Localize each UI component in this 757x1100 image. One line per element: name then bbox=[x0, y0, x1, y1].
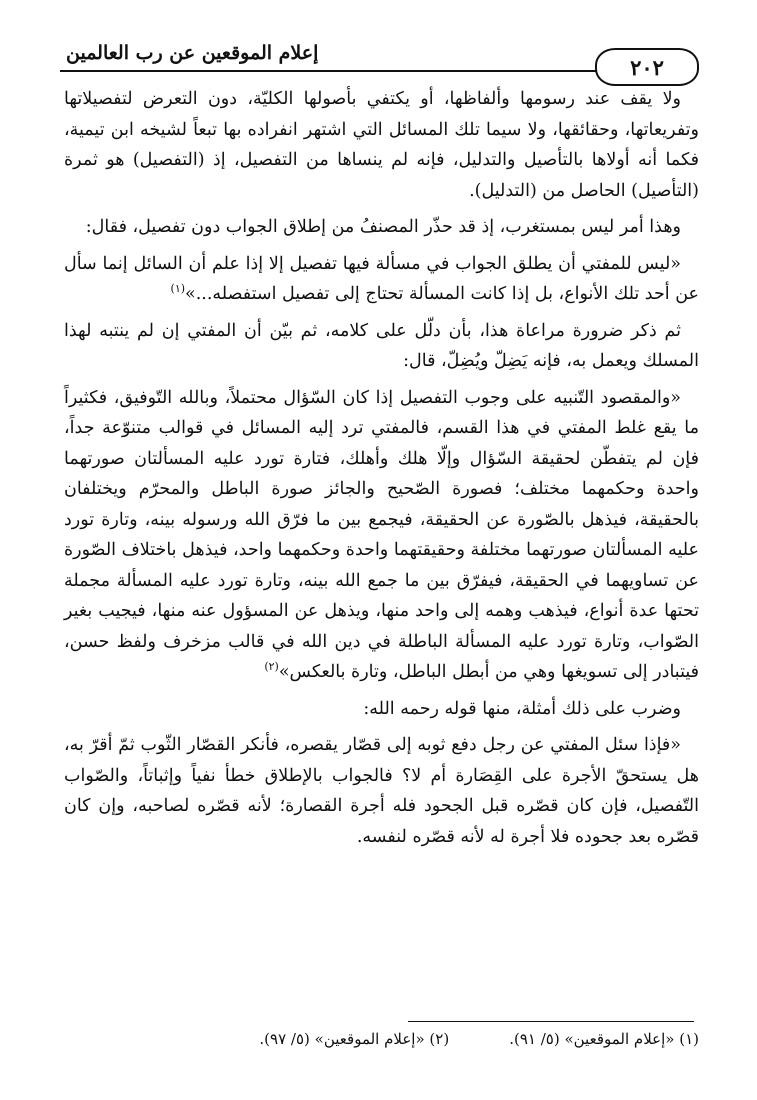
quote-text: «ليس للمفتي أن يطلق الجواب في مسألة فيها تفصيل إلا إذا علم أن السائل إنما سأل عن أحد تلك الأنواع، بل إذا كانت المسألة تحتاج إلى تفصيل استفصله...» bbox=[64, 253, 699, 304]
footnote-divider bbox=[408, 1021, 694, 1022]
header-rule bbox=[60, 70, 603, 72]
footnote-1: (١) «إعلام الموقعين» (٥/ ٩١). bbox=[509, 1030, 699, 1048]
quote-paragraph bbox=[64, 249, 699, 310]
paragraph: ولا يقف عند رسومها وألفاظها، أو يكتفي بأصولها الكليّة، دون التعرض لتفصيلاتها وتفريعاتها، وحقائقها، ولا سيما تلك المسائل التي اشتهر انفراده بها تبعاً لشيخه ابن تيمية، فكما أنه أولاها بالتأصيل والتدليل، فإنه لم ينساها من التفصيل، إذ (التفصيل) هو ثمرة (التأصيل) الحاصل من (التدليل). bbox=[64, 89, 699, 201]
quote-text: «والمقصود التّنبيه على وجوب التفصيل إذا كان السّؤال محتملاً، وبالله التّوفيق، فكثيراً ما يقع غلط المفتي في هذا القسم، فالمفتي ترد إليه المسائل في قوالب متنوّعة جداً، فإن لم يتفطّن لحقيقة السّؤال وإلّا هلك وأهلك، فتارة تورد عليه المسألتان صورتهما واحدة وحكمهما مختلف؛ فصورة الصّحيح والجائز صورة الباطل والمحرّم ويختلفان بالحقيقة، فيذهل بالصّورة عن الحقيقة، فيجمع بين ما فرّق الله ورسوله بينه، وتارة تورد عليه المسألتان صورتهما مختلفة وحقيقتهما واحدة وحكمهما واحد، فيذهل باختلاف الصّورة عن تساويهما في الحقيقة، فيفرّق بين ما جمع الله بينه، وتارة تورد عليه المسألة مجملة تحتها عدة أنواع، فيذهب وهمه إلى واحد منها، ويذهل عن المسؤول عنه منها، فيجيب بغير الصّواب، وتارة تورد عليه المسألة الباطلة في دين الله في قالب مزخرف ولفظ حسن، فيتبادر إلى تسويغها وهي من أبطل الباطل، وتارة بالعكس» bbox=[64, 387, 699, 682]
paragraph: وضرب على ذلك أمثلة، منها قوله رحمه الله: bbox=[363, 698, 681, 719]
paragraph: ثم ذكر ضرورة مراعاة هذا، بأن دلّل على كلامه، ثم بيّن أن المفتي إن لم ينتبه لهذا المسلك ويعمل به، فإنه يَضِلّ ويُضِلّ، قال: bbox=[64, 320, 699, 371]
page-number: ٢٠٢ bbox=[595, 48, 699, 86]
footnote-2: (٢) «إعلام الموقعين» (٥/ ٩٧). bbox=[259, 1030, 450, 1048]
main-text bbox=[64, 84, 699, 858]
running-title: إعلام الموقعين عن رب العالمين bbox=[66, 42, 319, 64]
paragraph: وهذا أمر ليس بمستغرب، إذ قد حذّر المصنفُ من إطلاق الجواب دون تفصيل، فقال: bbox=[85, 217, 681, 237]
page-header bbox=[60, 40, 699, 84]
footnote-ref: (١) bbox=[170, 282, 186, 296]
quote-paragraph bbox=[64, 383, 699, 688]
quote-paragraph: «فإذا سئل المفتي عن رجل دفع ثوبه إلى قصّار يقصره، فأنكر القصّار الثّوب ثمّ أقرّ به، هل يستحقّ الأجرة على القِصَارة أم لا؟ فالجواب بالإطلاق خطأ نفياً وإثباتاً، والصّواب التّفصيل، فإن كان قصّره قبل الجحود فله أجرة القصارة؛ لأنه قصّره لصاحبه، وإن كان قصّره بعد جحوده فلا أجرة له لأنه قصّره لنفسه. bbox=[64, 735, 699, 847]
footnotes bbox=[140, 1030, 699, 1048]
footnote-ref: (٢) bbox=[264, 660, 279, 674]
